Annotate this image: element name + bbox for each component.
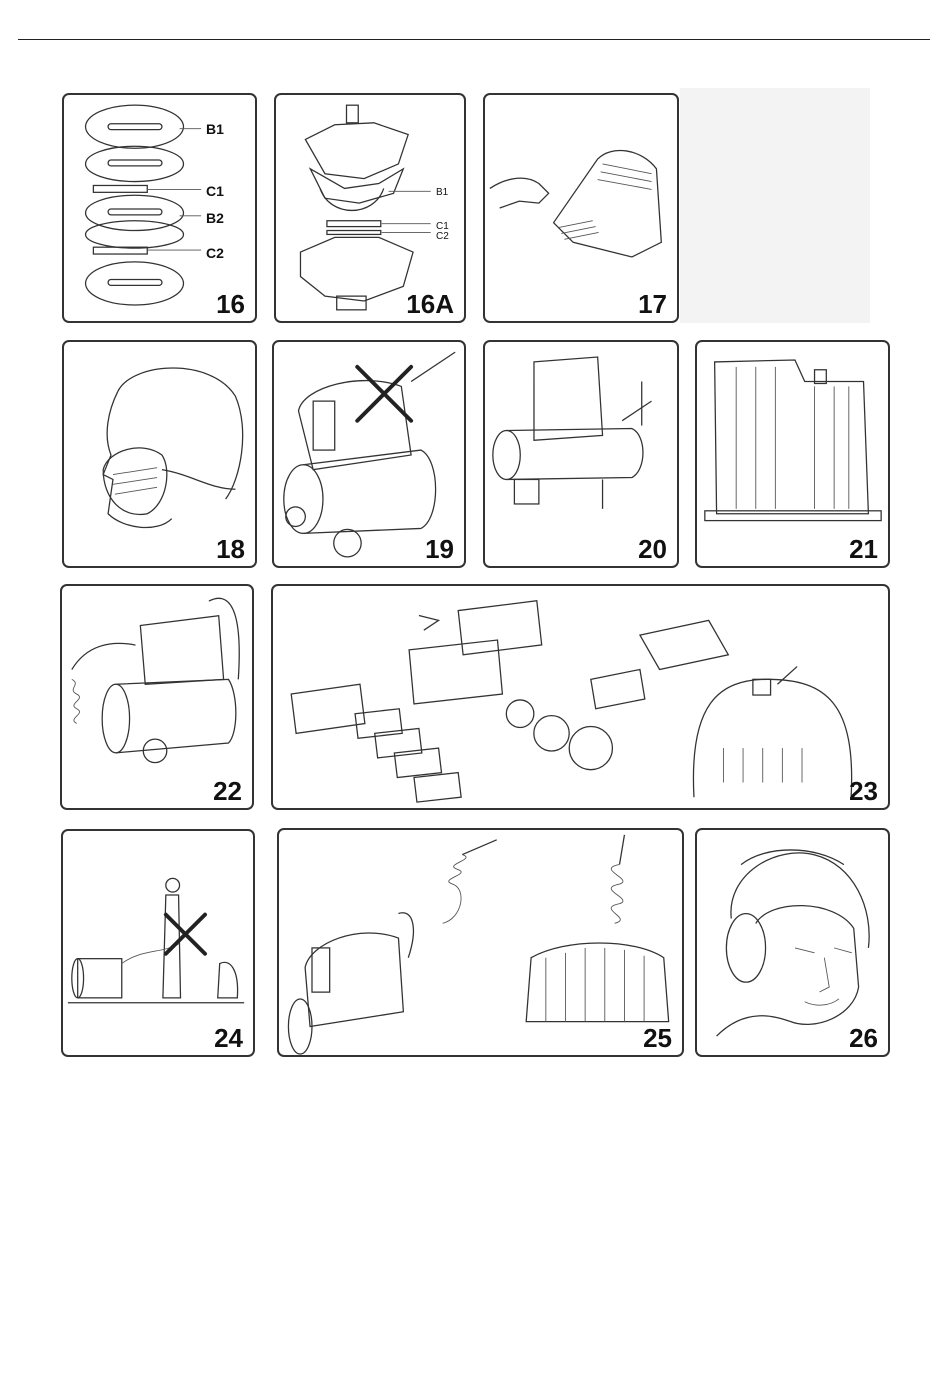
figure-23 bbox=[271, 584, 890, 810]
figure-number: 26 bbox=[849, 1023, 878, 1053]
figure-number: 24 bbox=[214, 1023, 243, 1053]
compressor-side-view-illustration bbox=[485, 342, 677, 566]
figure-number: 23 bbox=[849, 776, 878, 806]
part-label-c1: C1 bbox=[206, 183, 224, 199]
figure-number: 20 bbox=[638, 534, 667, 564]
figure-16a bbox=[274, 93, 466, 323]
person-wearing-ear-protection-illustration bbox=[697, 830, 888, 1055]
figure-20 bbox=[483, 340, 679, 568]
compressor-cover-illustration bbox=[697, 342, 888, 566]
background-shade bbox=[680, 88, 870, 323]
compressor-do-not-touch-illustration bbox=[274, 342, 464, 566]
hand-touching-hot-cover-illustration bbox=[485, 95, 677, 321]
header-rule bbox=[18, 39, 930, 40]
figure-number: 18 bbox=[216, 534, 245, 564]
figure-number: 17 bbox=[638, 289, 667, 319]
part-label-b1: B1 bbox=[206, 121, 224, 137]
person-wearing-dust-mask-illustration bbox=[64, 342, 255, 566]
part-label-c1: C1 bbox=[436, 221, 449, 232]
figure-18 bbox=[62, 340, 257, 568]
figure-22 bbox=[60, 584, 254, 810]
figure-19 bbox=[272, 340, 466, 568]
part-label-b1: B1 bbox=[436, 187, 449, 198]
part-label-b2: B2 bbox=[206, 210, 224, 226]
figure-number: 19 bbox=[425, 534, 454, 564]
figure-number: 25 bbox=[643, 1023, 672, 1053]
exploded-filter-assembly-illustration bbox=[273, 586, 888, 808]
part-label-c2: C2 bbox=[206, 245, 224, 261]
figure-number: 16A bbox=[406, 289, 454, 319]
figure-21 bbox=[695, 340, 890, 568]
compressor-with-air-gun-illustration bbox=[62, 586, 252, 808]
figure-26 bbox=[695, 828, 890, 1057]
part-label-c2: C2 bbox=[436, 231, 449, 242]
figure-number: 22 bbox=[213, 776, 242, 806]
compressors-with-coiled-hoses-illustration bbox=[279, 830, 682, 1055]
figure-number: 16 bbox=[216, 289, 245, 319]
gasket-plates-illustration bbox=[64, 95, 255, 321]
valve-assembly-illustration bbox=[276, 95, 464, 321]
person-not-spraying-toward-others-illustration bbox=[63, 831, 253, 1055]
figure-17 bbox=[483, 93, 679, 323]
figure-24 bbox=[61, 829, 255, 1057]
figure-number: 21 bbox=[849, 534, 878, 564]
figure-25 bbox=[277, 828, 684, 1057]
figure-16 bbox=[62, 93, 257, 323]
